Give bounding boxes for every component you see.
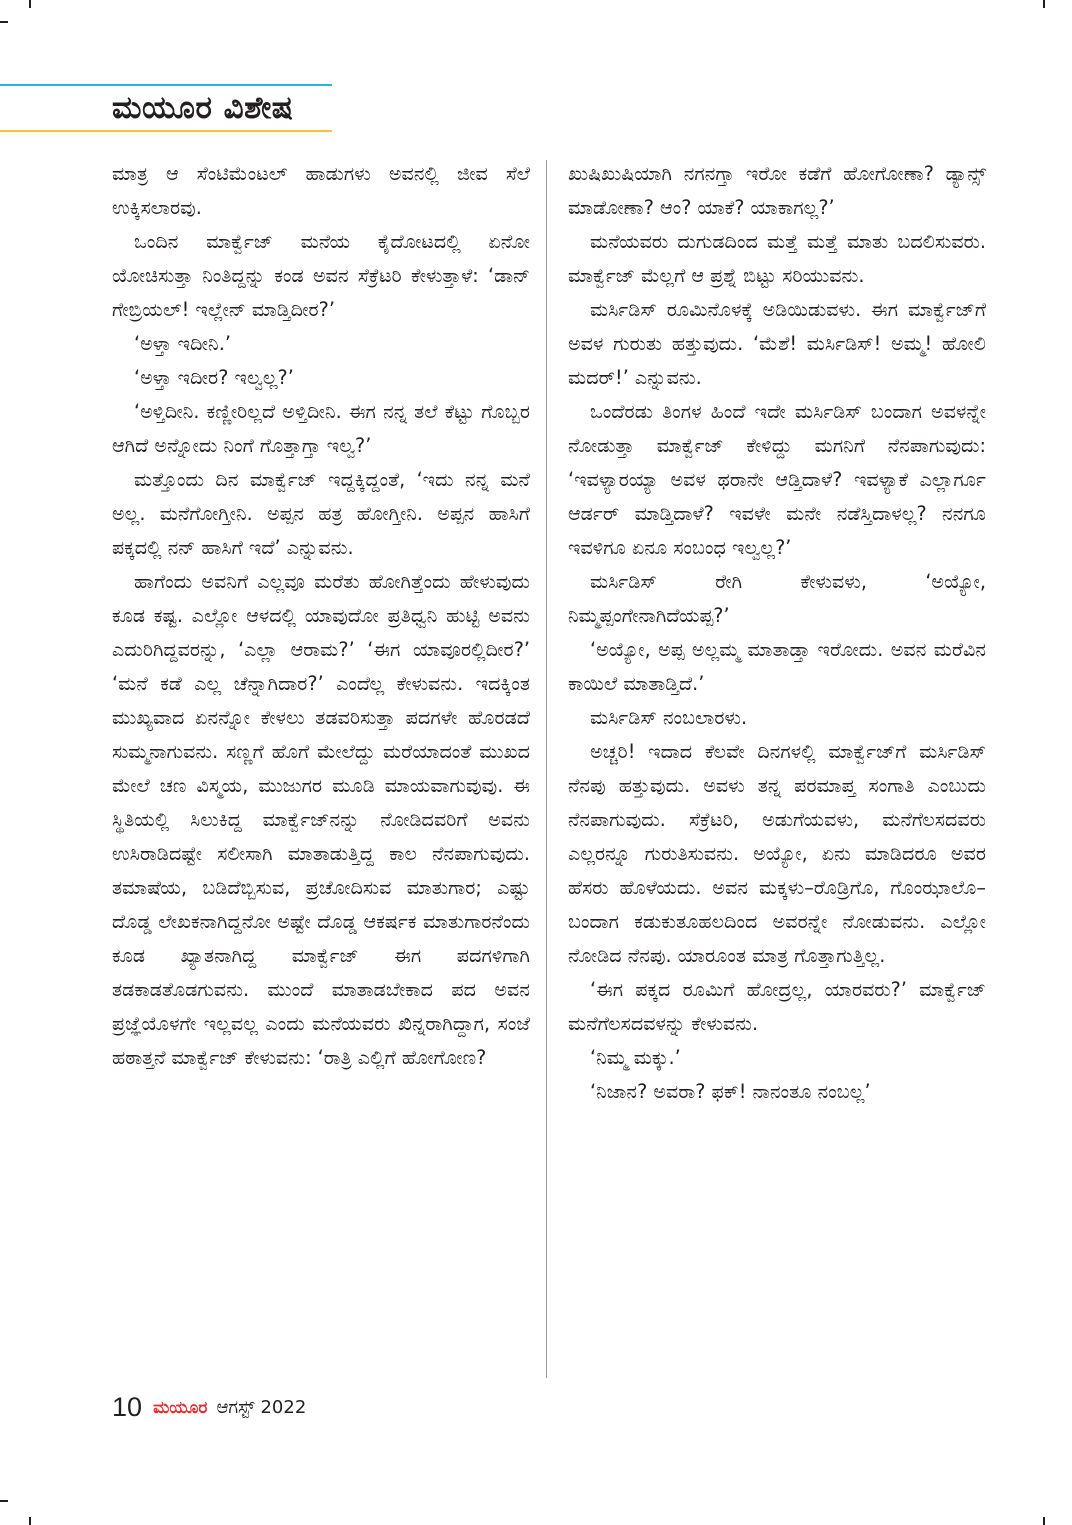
paragraph: ಒಂದಿನ ಮಾರ್ಕ್ವೆಜ್ ಮನೆಯ ಕೈದೋಟದಲ್ಲಿ ಏನೋ ಯೋಚಿಸುತ್ತಾ ನಿಂತಿದ್ದನ್ನು ಕಂಡ ಅವನ ಸೆಕ್ರೆಟರಿ ಕೇಳುತ್ತಾಳೆ: ‘ಡಾನ್ ಗೇಬ್ರಿಯಲ್! ಇಲ್ಲೇನ್ ಮಾಡ್ತಿದೀರ?’ [112,230,530,321]
crop-mark-bottom-right [1043,1517,1045,1525]
paragraph: ‘ನಿಮ್ಮ ಮಕ್ಕು.’ [590,1046,681,1069]
header-accent-rule-bottom [0,130,332,132]
paragraph: ‘ಅಳ್ತಾ ಇದೀನಿ.’ [134,332,231,355]
section-title: ಮಯೂರ ವಿಶೇಷ [112,90,294,126]
paragraph: ‘ಅಳ್ತಿದೀನಿ. ಕಣ್ಣೀರಿಲ್ಲದೆ ಅಳ್ತಿದೀನಿ. ಈಗ ನನ್ನ ತಲೆ ಕೆಟ್ಟು ಗೊಬ್ಬರ ಆಗಿದೆ ಅನ್ನೋದು ನಿಂಗೆ ಗೊತ್ತಾಗ್ತಾ ಇಲ್ವ?’ [112,400,530,457]
crop-mark-top-right [1043,0,1045,8]
crop-mark-top-left [29,0,31,8]
paragraph: ಹಾಗೆಂದು ಅವನಿಗೆ ಎಲ್ಲವೂ ಮರೆತು ಹೋಗಿತ್ತೆಂದು ಹೇಳುವುದು ಕೂಡ ಕಷ್ಟ. ಎಲ್ಲೋ ಆಳದಲ್ಲಿ ಯಾವುದೋ ಪ್ರತಿಧ್ವನಿ ಹುಟ್ಟಿ ಅವನು ಎದುರಿಗಿದ್ದವರನ್ನು, ‘ಎಲ್ಲಾ ಆರಾಮ?’ ‘ಈಗ ಯಾವೂರಲ್ಲಿದೀರ?’ ‘ಮನೆ ಕಡೆ ಎಲ್ಲ ಚೆನ್ನಾಗಿದಾರ?’ ಎಂದೆಲ್ಲ ಕೇಳುವನು. ಇದಕ್ಕಿಂತ ಮುಖ್ಯವಾದ ಏನನ್ನೋ ಕೇಳಲು ತಡವರಿಸುತ್ತಾ ಪದಗಳೇ ಹೊರಡದೆ ಸುಮ್ಮನಾಗುವನು. ಸಣ್ಣಗೆ ಹೊಗೆ ಮೇಲೆದ್ದು ಮರೆಯಾದಂತೆ ಮುಖದ ಮೇಲೆ ಚಣ ವಿಸ್ಮಯ, ಮುಜುಗರ ಮೂಡಿ ಮಾಯವಾಗುವುವು. ಈ ಸ್ಥಿತಿಯಲ್ಲಿ ಸಿಲುಕಿದ್ದ ಮಾರ್ಕ್ವೆಜ್‌ನನ್ನು ನೋಡಿದವರಿಗೆ ಅವನು ಉಸಿರಾಡಿದಷ್ಟೇ ಸಲೀಸಾಗಿ ಮಾತಾಡುತ್ತಿದ್ದ ಕಾಲ ನೆನಪಾಗುವುದು. ತಮಾಷೆಯ, ಬಡಿದೆಬ್ಬಿಸುವ, ಪ್ರಚೋದಿಸುವ ಮಾತುಗಾರ; ಎಷ್ಟು ದೊಡ್ಡ ಲೇಖಕನಾಗಿದ್ದನೋ ಅಷ್ಟೇ ದೊಡ್ಡ ಆಕರ್ಷಕ ಮಾತುಗಾರನೆಂದು ಕೂಡ ಖ್ಯಾತನಾಗಿದ್ದ ಮಾರ್ಕ್ವೆಜ್ ಈಗ ಪದಗಳಿಗಾಗಿ ತಡಕಾಡತೊಡಗುವನು. ಮುಂದೆ ಮಾತಾಡಬೇಕಾದ ಪದ ಅವನ ಪ್ರಜ್ಞೆಯೊಳಗೇ ಇಲ್ಲವಲ್ಲ ಎಂದು ಮನೆಯವರು ಖಿನ್ನರಾಗಿದ್ದಾಗ, ಸಂಜೆ ಹಠಾತ್ತನೆ ಮಾರ್ಕ್ವೆಜ್ ಕೇಳುವನು: ‘ರಾತ್ರಿ ಎಲ್ಲಿಗೆ ಹೋಗೋಣ? [112,570,530,1069]
magazine-logo: ಮಯೂರ [153,1397,208,1418]
page-number: 10 [112,1392,143,1422]
paragraph: ‘ಅಳ್ತಾ ಇದೀರ? ಇಲ್ವಲ್ಲ?’ [134,366,294,389]
crop-mark-bottom-left [29,1517,31,1525]
paragraph: ‘ಅಯ್ಯೋ, ಅಪ್ಪ ಅಲ್ಲಮ್ಮ ಮಾತಾಡ್ತಾ ಇರೋದು. ಅವನ ಮರೆವಿನ ಕಾಯಿಲೆ ಮಾತಾಡ್ತಿದೆ.’ [568,638,986,695]
paragraph: ಖುಷಿಖುಷಿಯಾಗಿ ನಗನಗ್ತಾ ಇರೋ ಕಡೆಗೆ ಹೋಗೋಣಾ? ಡ್ಯಾನ್ಸ್ ಮಾಡೋಣಾ? ಆಂ? ಯಾಕೆ? ಯಾಕಾಗಲ್ಲ?’ [568,162,986,219]
paragraph: ಮತ್ತೊಂದು ದಿನ ಮಾರ್ಕ್ವೆಜ್ ಇದ್ದಕ್ಕಿದ್ದಂತೆ, ‘ಇದು ನನ್ನ ಮನೆ ಅಲ್ಲ. ಮನೆಗೋಗ್ತೀನಿ. ಅಪ್ಪನ ಹತ್ರ ಹೋಗ್ತೀನಿ. ಅಪ್ಪನ ಹಾಸಿಗೆ ಪಕ್ಕದಲ್ಲಿ ನನ್ ಹಾಸಿಗೆ ಇದೆ’ ಎನ್ನುವನು. [112,468,530,559]
paragraph: ಅಚ್ಚರಿ! ಇದಾದ ಕೆಲವೇ ದಿನಗಳಲ್ಲಿ ಮಾರ್ಕ್ವೆಜ್‌ಗೆ ಮರ್ಸಿಡಿಸ್ ನೆನಪು ಹತ್ತುವುದು. ಅವಳು ತನ್ನ ಪರಮಾಪ್ತ ಸಂಗಾತಿ ಎಂಬುದು ನೆನಪಾಗುವುದು. ಸೆಕ್ರೆಟರಿ, ಅಡುಗೆಯವಳು, ಮನೆಗೆಲಸದವರು ಎಲ್ಲರನ್ನೂ ಗುರುತಿಸುವನು. ಅಯ್ಯೋ, ಏನು ಮಾಡಿದರೂ ಅವರ ಹೆಸರು ಹೊಳೆಯದು. ಅವನ ಮಕ್ಕಳು–ರೊಡ್ರಿಗೊ, ಗೊಂಝಾಲೊ–ಬಂದಾಗ ಕಡುಕುತೂಹಲದಿಂದ ಅವರನ್ನೇ ನೋಡುವನು. ಎಲ್ಲೋ ನೋಡಿದ ನೆನಪು. ಯಾರೂಂತ ಮಾತ್ರ ಗೊತ್ತಾಗುತ್ತಿಲ್ಲ. [568,740,986,967]
paragraph: ಮರ್ಸಿಡಿಸ್ ನಂಬಲಾರಳು. [590,706,748,729]
issue-date: ಆಗಸ್ಟ್ 2022 [216,1397,307,1418]
paragraph: ಮನೆಯವರು ದುಗುಡದಿಂದ ಮತ್ತೆ ಮತ್ತೆ ಮಾತು ಬದಲಿಸುವರು. ಮಾರ್ಕ್ವೆಜ್ ಮೆಲ್ಲಗೆ ಆ ಪ್ರಶ್ನೆ ಬಿಟ್ಟು ಸರಿಯುವನು. [568,230,986,287]
column-divider [546,160,547,1378]
paragraph: ಮರ್ಸಿಡಿಸ್ ರೂಮಿನೊಳಕ್ಕೆ ಅಡಿಯಿಡುವಳು. ಈಗ ಮಾರ್ಕ್ವೆಜ್‌ಗೆ ಅವಳ ಗುರುತು ಹತ್ತುವುದು. ‘ಮೆಶೆ! ಮರ್ಸಿಡಿಸ್! ಅಮ್ಮ! ಹೋಲಿ ಮದರ್!’ ಎನ್ನುವನು. [568,298,986,389]
paragraph: ಮಾತ್ರ ಆ ಸೆಂಟಿಮೆಂಟಲ್ ಹಾಡುಗಳು ಅವನಲ್ಲಿ ಜೀವ ಸೆಲೆ ಉಕ್ಕಿಸಲಾರವು. [112,162,530,219]
paragraph: ಒಂದೆರಡು ತಿಂಗಳ ಹಿಂದೆ ಇದೇ ಮರ್ಸಿಡಿಸ್ ಬಂದಾಗ ಅವಳನ್ನೇ ನೋಡುತ್ತಾ ಮಾರ್ಕ್ವೆಜ್ ಕೇಳಿದ್ದು ಮಗನಿಗೆ ನೆನಪಾಗುವುದು: ‘ಇವಳ್ಯಾರಯ್ಯಾ ಅವಳ ಥರಾನೇ ಆಡ್ತಿದಾಳೆ? ಇವಳ್ಯಾಕೆ ಎಲ್ಲಾರ್ಗೂ ಆರ್ಡರ್ ಮಾಡ್ತಿದಾಳೆ? ಇವಳೇ ಮನೇ ನಡೆಸ್ತಿದಾಳಲ್ಲ? ನನಗೂ ಇವಳಿಗೂ ಏನೂ ಸಂಬಂಧ ಇಲ್ವಲ್ಲ?’ [568,400,986,559]
paragraph: ‘ನಿಜಾನ? ಅವರಾ? ಫಕ್! ನಾನಂತೂ ನಂಬಲ್ಲ’ [590,1080,871,1103]
crop-mark-left-upper [0,21,8,23]
text-column-right [568,157,986,1109]
crop-mark-left-lower [0,1500,8,1502]
text-column-left [112,157,530,1075]
paragraph: ಮರ್ಸಿಡಿಸ್ ರೇಗಿ ಕೇಳುವಳು, ‘ಅಯ್ಯೋ, ನಿಮ್ಮಪ್ಪಂಗೇನಾಗಿದೆಯಪ್ಪ?’ [568,570,986,627]
page-footer [112,1392,306,1428]
paragraph: ‘ಈಗ ಪಕ್ಕದ ರೂಮಿಗೆ ಹೋದ್ರಲ್ಲ, ಯಾರವರು?’ ಮಾರ್ಕ್ವೆಜ್ ಮನೆಗೆಲಸದವಳನ್ನು ಕೇಳುವನು. [568,978,986,1035]
